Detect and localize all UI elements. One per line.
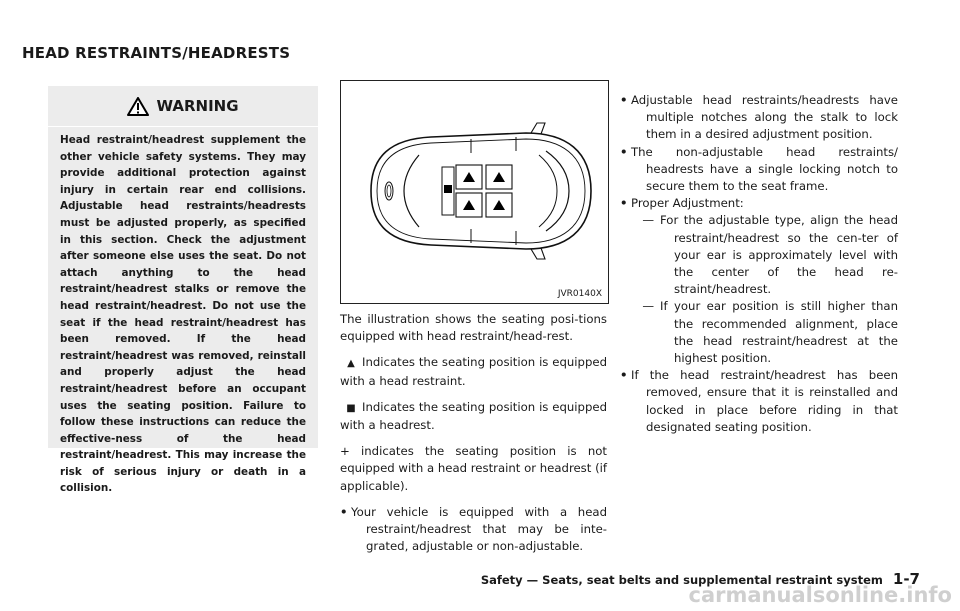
car-top-view-diagram bbox=[341, 81, 608, 303]
dash-icon: — bbox=[642, 213, 654, 228]
warning-box bbox=[48, 86, 318, 495]
square-symbol-icon: ■ bbox=[346, 402, 356, 414]
legend-headrest-text: Indicates the seating position is equipped with a headrest. bbox=[340, 399, 607, 433]
bullet-3-text: The non-adjustable head restraints/ headrests have a single locking notch to secure them to the seat frame. bbox=[631, 144, 898, 194]
bullet-item bbox=[620, 144, 898, 196]
bullet-icon: • bbox=[620, 368, 628, 383]
warning-header bbox=[48, 86, 318, 127]
bullet-item bbox=[340, 504, 607, 556]
figure-label: JVR0140X bbox=[557, 289, 602, 299]
seating-illustration bbox=[340, 80, 609, 304]
legend-restraint bbox=[340, 354, 607, 389]
legend-headrest bbox=[340, 399, 607, 434]
warning-label: WARNING bbox=[156, 97, 239, 115]
bullet-item bbox=[620, 92, 898, 144]
intro-paragraph: The illustration shows the seating posi-tions equipped with head restraint/head-rest. bbox=[340, 312, 607, 344]
bullet-icon: • bbox=[620, 93, 628, 107]
section-title: HEAD RESTRAINTS/HEADRESTS bbox=[22, 44, 291, 62]
warning-text: Head restraint/headrest supplement the other vehicle safety systems. They may provide additional protection against injury in certain rear end collisions. Adjustable head restraints/headrests must be adjusted properly, as specified in this section. Check the adjustment after someone else uses the seat. Do not attach anything to the head restraint/headrest stalks or remove the head restraint/headrest. Do not use the seat if the head restraint/headrest has been removed. If the head restraint/headrest was removed, reinstall and properly adjust the head restraint/headrest before an occupant uses the seating position. Failure to follow these instructions can reduce the effective-ness of the head restraint/headrest. This may increase the risk of serious injury or death in a collision. bbox=[60, 134, 306, 495]
bullet-icon: • bbox=[620, 196, 628, 211]
legend-none-text: + indicates the seating position is not equipped with a head restraint or headrest (if applicable). bbox=[340, 444, 607, 493]
sub-item bbox=[620, 298, 898, 367]
sub-item bbox=[620, 212, 898, 298]
bullet-item bbox=[620, 195, 898, 212]
bullet-item bbox=[620, 367, 898, 436]
dash-icon: — bbox=[642, 299, 654, 314]
page-number: 1-7 bbox=[892, 570, 920, 588]
column-3 bbox=[620, 92, 898, 436]
legend-restraint-text: Indicates the seating position is equipped with a head restraint. bbox=[340, 355, 607, 388]
bullet-4-text: Proper Adjustment: bbox=[631, 196, 744, 211]
triangle-symbol-icon: ▲ bbox=[347, 358, 355, 370]
bullet-icon: • bbox=[620, 144, 628, 159]
bullet-icon: • bbox=[340, 504, 348, 519]
sub-1-text: For the adjustable type, align the head restraint/headrest so the cen-ter of your ear is approximately level with the center of the head re-straint/headrest. bbox=[660, 213, 898, 297]
bullet-1-text: Your vehicle is equipped with a head restraint/headrest that may be inte-grated, adjustable or non-adjustable. bbox=[351, 504, 607, 554]
bullet-2-text: Adjustable head restraints/headrests have multiple notches along the stalk to lock them in a desired adjustment position. bbox=[631, 93, 898, 142]
footer-text: Safety — Seats, seat belts and supplemental restraint system bbox=[480, 573, 883, 587]
column-2 bbox=[340, 311, 607, 555]
bullet-5-text: If the head restraint/headrest has been removed, ensure that it is reinstalled and locked in place before riding in that designated seating position. bbox=[631, 368, 898, 434]
sub-2-text: If your ear position is still higher than the recommended alignment, place the head restraint/headrest at the highest position. bbox=[660, 299, 898, 366]
watermark: carmanualsonline.info bbox=[688, 583, 952, 607]
warning-triangle-icon bbox=[127, 97, 149, 116]
